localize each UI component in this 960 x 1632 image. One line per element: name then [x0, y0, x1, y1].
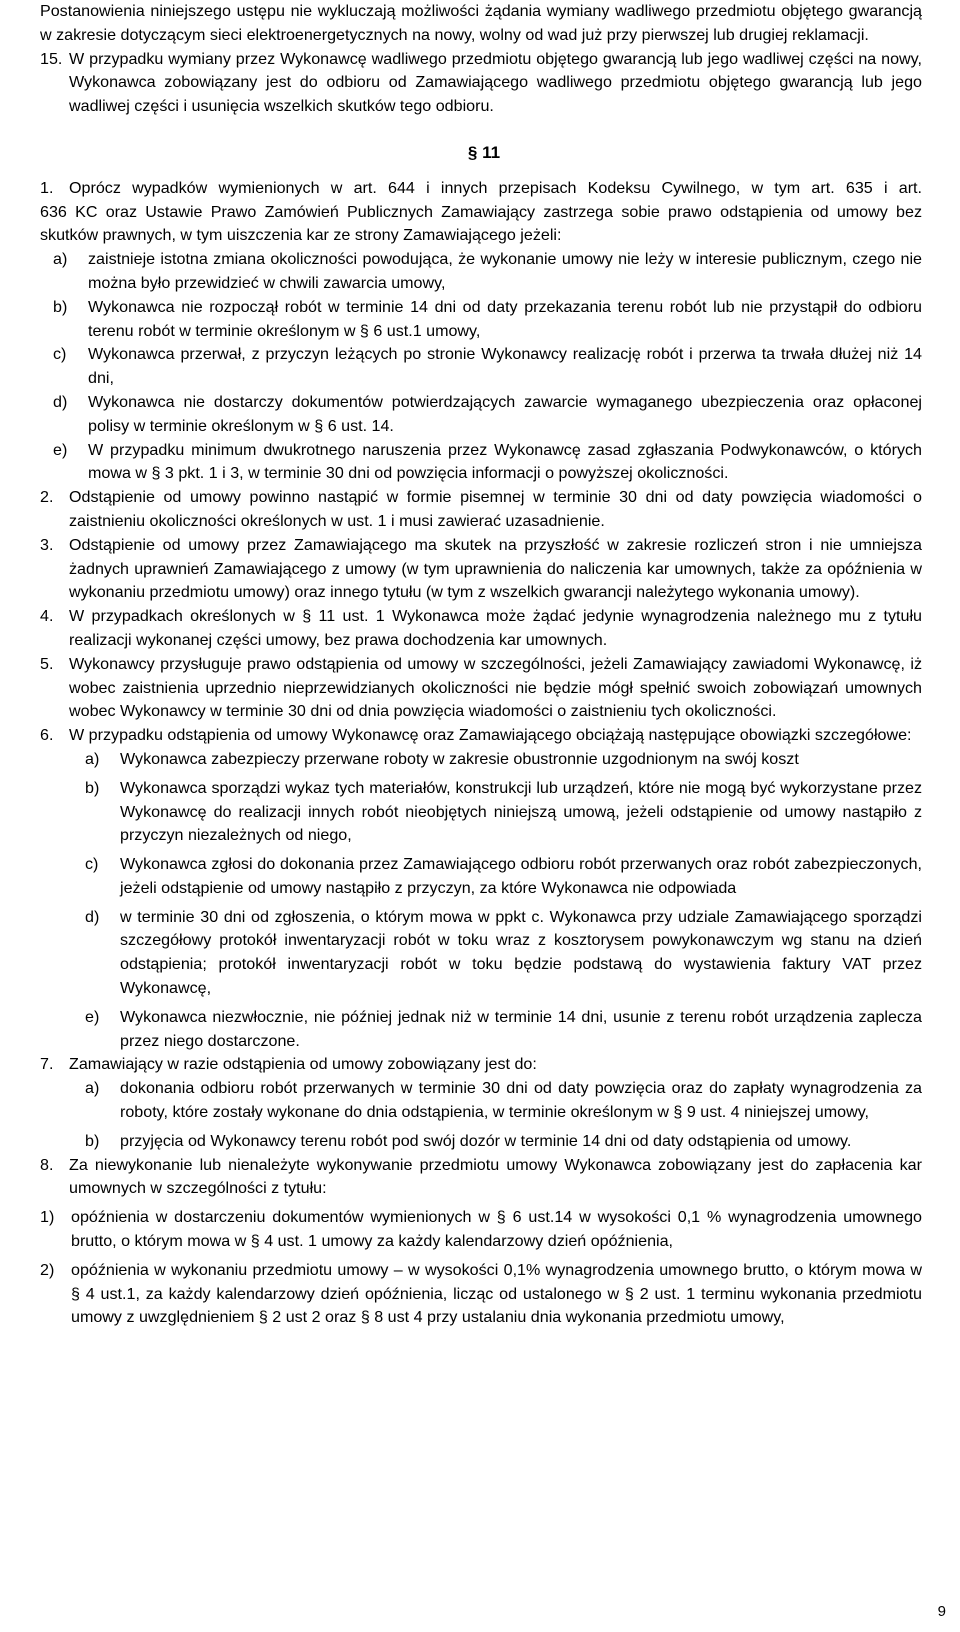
item-1-first-line: [40, 177, 922, 201]
item-6-sub-b: [40, 777, 922, 848]
item-8-sub-2: [40, 1259, 922, 1330]
item-number: 3.: [40, 535, 54, 554]
item-text: Zamawiający w razie odstąpienia od umowy zobowiązany jest do:: [69, 1055, 537, 1074]
item-3: [40, 534, 922, 605]
item-text: Odstąpienie od umowy powinno nastąpić w formie pisemnej w terminie 30 dni od daty powzięcia wiadomości o zaistnieniu okoliczności określonych w ust. 1 i musi zawierać uzasadnienie.: [69, 488, 922, 530]
item-1-continuation: 636 KC oraz Ustawie Prawo Zamówień Publicznych Zamawiający zastrzega sobie prawo odstąpienia od umowy bez skutków prawnych, w tym uiszczenia kar ze strony Zamawiającego jeżeli:: [40, 202, 922, 245]
item-text: Wykonawcy przysługuje prawo odstąpienia od umowy w szczególności, jeżeli Zamawiający zawiadomi Wykonawcę, iż wobec zaistnienia uprzednio nieprzewidzianych okoliczności nie będzie mógł spełnić swoich zobowiązań umownych wobec Wykonawcy w terminie 30 dni od dnia powzięcia wiadomości o zaistnieniu tych okoliczności.: [69, 654, 922, 721]
sub-label: 1): [40, 1208, 55, 1227]
sub-text: W przypadku minimum dwukrotnego naruszenia przez Wykonawcę zasad zgłaszania Podwykonawców, o których mowa w § 3 pkt. 1 i 3, w terminie 30 dni od powzięcia informacji o powyższej okoliczności.: [88, 440, 922, 483]
sub-text: Wykonawca nie rozpoczął robót w terminie 14 dni od daty przekazania terenu robót lub nie przystąpił do odbioru terenu robót w terminie określonym w § 6 ust.1 umowy,: [88, 297, 922, 340]
sub-label: 2): [40, 1260, 55, 1279]
item-number: 4.: [40, 607, 54, 626]
document-body: [40, 0, 922, 1330]
item-number: 6.: [40, 726, 54, 745]
sub-label: d): [85, 907, 100, 926]
sub-label: a): [85, 749, 100, 768]
sub-text: Wykonawca zgłosi do dokonania przez Zamawiającego odbioru robót przerwanych oraz robót zabezpieczonych, jeżeli odstąpienie od umowy nastąpiło z przyczyn, za które Wykonawca nie odpowiada: [120, 855, 922, 897]
item-number: 1.: [40, 178, 54, 197]
sub-text: zaistnieje istotna zmiana okoliczności powodująca, że wykonanie umowy nie leży w interesie publicznym, czego nie można było przewidzieć w chwili zawarcia umowy,: [88, 250, 922, 292]
item-1-sub-a: [40, 248, 922, 296]
sub-text: Wykonawca przerwał, z przyczyn leżących po stronie Wykonawcy realizację robót i przerwa ta trwała dłużej niż 14 dni,: [88, 345, 922, 388]
item-1-sub-b: [40, 296, 922, 344]
item-2: [40, 486, 922, 534]
sub-label: d): [53, 392, 68, 411]
paragraph-15: [40, 48, 922, 119]
page-number: 9: [937, 1603, 946, 1620]
item-number: 5.: [40, 654, 54, 673]
item-4: [40, 605, 922, 653]
item-6: [40, 724, 922, 748]
sub-text: przyjęcia od Wykonawcy terenu robót pod swój dozór w terminie 14 dni od daty odstąpienia od umowy.: [120, 1131, 852, 1150]
item-7: [40, 1053, 922, 1077]
sub-text: w terminie 30 dni od zgłoszenia, o którym mowa w ppkt c. Wykonawca przy udziale Zamawiającego sporządzi szczegółowy protokół inwentaryzacji robót w toku wraz z kosztorysem powykonawczym wg stanu na dzień odstąpienia; protokół inwentaryzacji robót w toku będzie podstawą do wystawienia faktury VAT przez Wykonawcę,: [120, 907, 922, 998]
paragraph-text: W przypadku wymiany przez Wykonawcę wadliwego przedmiotu objętego gwarancją lub jego wadliwej części na nowy, Wykonawca zobowiązany jest do odbioru od Zamawiającego wadliwego przedmiotu objętego gwarancją lub jego wadliwej części i usunięcia wszelkich skutków tego odbioru.: [69, 49, 922, 116]
sub-text: Wykonawca niezwłocznie, nie później jednak niż w terminie 14 dni, usunie z terenu robót urządzenia zaplecza przez niego dostarczone.: [120, 1007, 922, 1050]
item-text: W przypadkach określonych w § 11 ust. 1 Wykonawca może żądać jedynie wynagrodzenia należnego mu z tytułu realizacji wykonanej części umowy, bez prawa dochodzenia kar umownych.: [69, 607, 922, 649]
sub-label: c): [53, 345, 67, 364]
item-text: Oprócz wypadków wymienionych w art. 644 i innych przepisach Kodeksu Cywilnego, w tym art. 635 i art.: [69, 178, 922, 197]
paragraph-14-tail: Postanowienia niniejszego ustępu nie wykluczają możliwości żądania wymiany wadliwego przedmiotu objętego gwarancją w zakresie dotyczącym sieci elektroenergetycznych na nowy, wolny od wad już przy pierwszej lub drugiej reklamacji.: [40, 2, 922, 44]
sub-label: b): [85, 1131, 100, 1150]
item-7-sub-a: [40, 1077, 922, 1125]
item-6-sub-c: [40, 853, 922, 901]
sub-text: opóźnienia w wykonaniu przedmiotu umowy – w wysokości 0,1% wynagrodzenia umownego brutto, o którym mowa w § 4 ust.1, za każdy kalendarzowy dzień opóźnienia, licząc od ustalonego w § 2 ust. 1 terminu wykonania przedmiotu umowy z uwzględnieniem § 2 ust 2 oraz § 8 ust 4 przy ustalaniu dnia wykonania przedmiotu umowy,: [71, 1260, 922, 1327]
item-6-sub-e: [40, 1006, 922, 1054]
item-7-sub-b: [40, 1130, 922, 1154]
item-8-sub-1: [40, 1206, 922, 1254]
item-8: [40, 1154, 922, 1202]
item-number: 2.: [40, 488, 54, 507]
sub-label: b): [85, 778, 100, 797]
item-1-sub-c: [40, 343, 922, 391]
item-text: Odstąpienie od umowy przez Zamawiającego ma skutek na przyszłość w zakresie rozliczeń stron i nie umniejsza żadnych uprawnień Zamawiającego z umowy (w tym uprawnienia do naliczenia kar umownych, także za opóźnienia w wykonaniu przedmiotu umowy) oraz innego tytułu (w tym z wszelkich gwarancji należytego wykonania umowy).: [69, 535, 922, 602]
sub-label: e): [85, 1007, 100, 1026]
item-1-sub-e: [40, 439, 922, 487]
item-number: 8.: [40, 1155, 54, 1174]
sub-text: opóźnienia w dostarczeniu dokumentów wymienionych w § 6 ust.14 w wysokości 0,1 % wynagrodzenia umownego brutto, o którym mowa w § 4 ust. 1 umowy za każdy kalendarzowy dzień opóźnienia,: [71, 1208, 922, 1251]
sub-text: Wykonawca nie dostarczy dokumentów potwierdzających zawarcie wymaganego ubezpieczenia oraz opłaconej polisy w terminie określonym w § 6 ust. 14.: [88, 392, 922, 435]
item-6-sub-d: [40, 906, 922, 1001]
sub-text: dokonania odbioru robót przerwanych w terminie 30 dni od daty powzięcia oraz do zapłaty wynagrodzenia za roboty, które zostały wykonane do dnia odstąpienia, w terminie określonym w § 9 ust. 4 niniejszej umowy,: [120, 1079, 922, 1122]
section-heading: § 11: [467, 142, 501, 162]
sub-label: a): [85, 1079, 100, 1098]
item-6-sub-a: [40, 748, 922, 772]
item-text: Za niewykonanie lub nienależyte wykonywanie przedmiotu umowy Wykonawca zobowiązany jest do zapłacenia kar umownych w szczególności z tytułu:: [69, 1155, 922, 1198]
item-text: W przypadku odstąpienia od umowy Wykonawcę oraz Zamawiającego obciążają następujące obowiązki szczegółowe:: [69, 726, 912, 745]
item-5: [40, 653, 922, 724]
sub-label: e): [53, 440, 68, 459]
sub-label: c): [85, 855, 99, 874]
sub-label: a): [53, 250, 68, 269]
sub-label: b): [53, 297, 68, 316]
item-number: 7.: [40, 1055, 54, 1074]
sub-text: Wykonawca zabezpieczy przerwane roboty w zakresie obustronnie uzgodnionym na swój koszt: [120, 749, 799, 768]
sub-text: Wykonawca sporządzi wykaz tych materiałów, konstrukcji lub urządzeń, które nie mogą być wykorzystane przez Wykonawcę do realizacji innych robót nieobjętych niniejszą umową, jeżeli odstąpienie od umowy nastąpiło z przyczyn niezależnych od niego,: [120, 778, 922, 845]
paragraph-number: 15.: [40, 49, 63, 68]
item-1-sub-d: [40, 391, 922, 439]
